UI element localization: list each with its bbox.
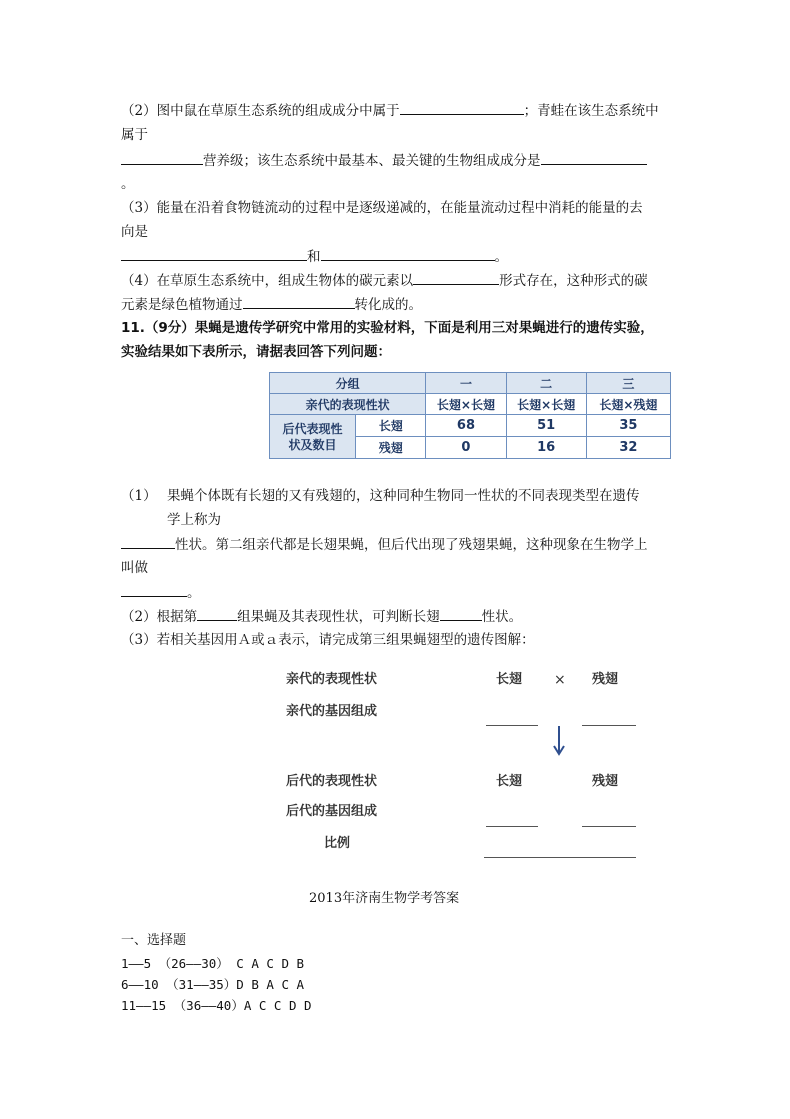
parent-right-gene-blank[interactable] xyxy=(582,725,636,726)
answer-blank[interactable] xyxy=(243,295,355,309)
answer-blank[interactable] xyxy=(440,607,482,621)
offspring-right-gene-blank[interactable] xyxy=(582,826,636,827)
table-cell: 长翅×长翅 xyxy=(506,394,586,415)
answer-blank[interactable] xyxy=(121,151,203,165)
offspring-left-trait: 长翅 xyxy=(496,774,523,789)
table-row xyxy=(270,415,671,437)
answer-blank[interactable] xyxy=(197,607,237,621)
table-cell: 51 xyxy=(506,415,586,437)
q10-part4-line2: 元素是绿色植物通过 转化成的。 xyxy=(121,297,422,313)
ratio-label: 比例 xyxy=(324,836,351,851)
answer-line: 11——15 （36——40）A C C D D xyxy=(121,998,312,1013)
answer-line: 1——5 （26——30） C A C D B xyxy=(121,956,305,971)
q10-part2-line2: 属于 xyxy=(121,127,148,143)
q11-title-line1: 11.（9分）果蝇是遗传学研究中常用的实验材料，下面是利用三对果蝇进行的遗传实验， xyxy=(121,320,654,336)
table-cell-trait: 长翅 xyxy=(356,415,426,437)
parent-trait-label: 亲代的表现性状 xyxy=(286,672,378,687)
q11-part1-line4: 叫做 xyxy=(121,560,148,576)
q11-part1-line3: 性状。第二组亲代都是长翅果蝇，但后代出现了残翅果蝇，这种现象在生物学上 xyxy=(121,535,648,554)
table-header-parent: 亲代的表现性状 xyxy=(270,394,426,415)
table-header-offspring: 后代表现性 状及数目 xyxy=(270,415,356,459)
parent-gene-label: 亲代的基因组成 xyxy=(286,704,378,719)
q11-part1-line5: 。 xyxy=(121,583,201,602)
q10-part2-line3: 营养级；该生态系统中最基本、最关键的生物组成成分是 xyxy=(121,151,647,170)
q11-part1-line2: 学上称为 xyxy=(167,512,221,528)
down-arrow-icon xyxy=(551,726,567,758)
answer-blank[interactable] xyxy=(121,535,175,549)
table-cell: 长翅×残翅 xyxy=(586,394,670,415)
offspring-gene-label: 后代的基因组成 xyxy=(286,804,378,819)
table-cell: 一 xyxy=(426,373,506,394)
experiment-table xyxy=(269,372,671,459)
answer-key-title: 2013年济南生物学考答案 xyxy=(309,891,460,906)
table-header-group: 分组 xyxy=(270,373,426,394)
q11-part1-line1: （1） xyxy=(121,488,157,504)
table-cell: 32 xyxy=(586,437,670,459)
table-cell: 16 xyxy=(506,437,586,459)
q11-part3: （3）若相关基因用Ａ或ａ表示，请完成第三组果蝇翅型的遗传图解： xyxy=(121,632,535,648)
table-cell: 68 xyxy=(426,415,506,437)
table-row xyxy=(270,394,671,415)
offspring-trait-label: 后代的表现性状 xyxy=(286,774,378,789)
q10-part2-line1: （2）图中鼠在草原生态系统的组成成分中属于 ；青蛙在该生态系统中 xyxy=(121,103,659,119)
q10-part2-end: 。 xyxy=(121,176,135,192)
q11-part2: （2）根据第 组果蝇及其表现性状，可判断长翅 性状。 xyxy=(121,609,523,625)
q10-part3-line2: 向是 xyxy=(121,224,148,240)
q11-title-line2: 实验结果如下表所示，请据表回答下列问题： xyxy=(121,344,391,360)
table-cell: 长翅×长翅 xyxy=(426,394,506,415)
answer-blank[interactable] xyxy=(541,151,647,165)
table-cell-trait: 残翅 xyxy=(356,437,426,459)
answer-blank[interactable] xyxy=(121,247,307,261)
table-row xyxy=(270,373,671,394)
offspring-left-gene-blank[interactable] xyxy=(486,826,538,827)
offspring-right-trait: 残翅 xyxy=(592,774,619,789)
table-cell: 二 xyxy=(506,373,586,394)
parent-left-gene-blank[interactable] xyxy=(486,725,538,726)
answer-blank[interactable] xyxy=(413,271,499,285)
table-cell: 0 xyxy=(426,437,506,459)
table-cell: 35 xyxy=(586,415,670,437)
answer-line: 6——10 （31——35）D B A C A xyxy=(121,977,305,992)
q10-part3-line3: 和 。 xyxy=(121,247,508,266)
table-cell: 三 xyxy=(586,373,670,394)
answer-blank[interactable] xyxy=(321,247,495,261)
answer-blank[interactable] xyxy=(400,101,524,115)
ratio-blank[interactable] xyxy=(484,857,636,858)
q10-part3-line1: （3）能量在沿着食物链流动的过程中是逐级递减的，在能量流动过程中消耗的能量的去 xyxy=(121,200,643,216)
q10-part4-line1: （4）在草原生态系统中，组成生物体的碳元素以 形式存在，这种形式的碳 xyxy=(121,273,648,289)
q11-part1-line1-text: 果蝇个体既有长翅的又有残翅的，这种同种生物同一性状的不同表现类型在遗传 xyxy=(167,488,640,504)
parent-right-trait: 残翅 xyxy=(592,672,619,687)
parent-left-trait: 长翅 xyxy=(496,672,523,687)
answer-blank[interactable] xyxy=(121,583,187,597)
answer-section-heading: 一、选择题 xyxy=(121,933,187,948)
cross-symbol: × xyxy=(554,672,566,688)
